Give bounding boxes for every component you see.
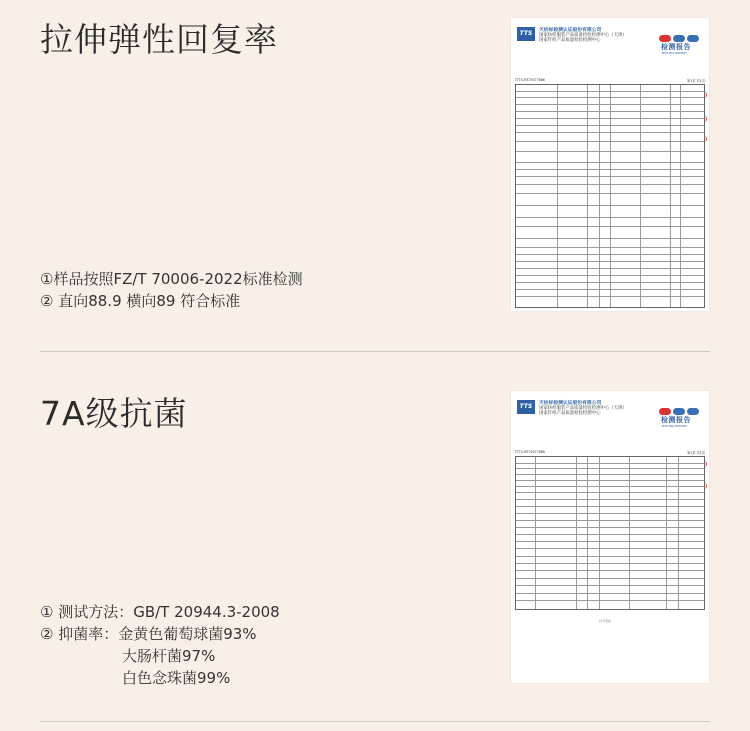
report-page: 第1页 共1页 bbox=[687, 79, 705, 83]
section-antibacterial bbox=[0, 352, 750, 731]
section-stretch-recovery bbox=[0, 0, 750, 352]
report-org-line: 国家纺织服装产品质量检验检测中心（天津） bbox=[539, 33, 627, 38]
report-number: TTTS-MT25077886 bbox=[515, 78, 545, 82]
test-report-image bbox=[511, 18, 709, 311]
section-title: 拉伸弹性回复率 bbox=[40, 20, 278, 59]
report-subtitle: TESTING REPORT bbox=[661, 51, 687, 55]
red-check-mark bbox=[703, 116, 707, 122]
desc-line: ② 直向88.9 横向89 符合标准 bbox=[40, 292, 241, 310]
test-report-image bbox=[511, 391, 709, 683]
tts-logo: TTS bbox=[517, 400, 535, 414]
report-subtitle: TESTING REPORT bbox=[661, 424, 687, 428]
red-check-mark bbox=[703, 136, 707, 142]
report-org-name: 天纺标检测认证股份有限公司 bbox=[539, 28, 602, 33]
desc-line: ① 测试方法：GB/T 20944.3-2008 bbox=[40, 603, 280, 621]
desc-line: 大肠杆菌97% bbox=[122, 647, 216, 665]
report-title: 检测报告 bbox=[661, 416, 691, 424]
report-footer-note: 以下空白 bbox=[599, 619, 612, 623]
certification-marks-icon bbox=[657, 400, 701, 408]
report-org-line: 国家纺织服装产品质量检验检测中心（天津） bbox=[539, 406, 627, 411]
desc-line: 白色念珠菌99% bbox=[122, 669, 231, 687]
desc-line: ①样品按照FZ/T 70006-2022标准检测 bbox=[40, 270, 303, 288]
section-description bbox=[40, 268, 303, 312]
tts-logo: TTS bbox=[517, 27, 535, 41]
desc-line: ② 抑菌率：金黄色葡萄球菌93% bbox=[40, 625, 257, 643]
report-title: 检测报告 bbox=[661, 43, 691, 51]
red-check-mark bbox=[703, 92, 707, 98]
report-table bbox=[515, 456, 705, 610]
section-description bbox=[40, 601, 280, 689]
report-page: 第1页 共1页 bbox=[687, 451, 705, 455]
section-title: 7A级抗菌 bbox=[40, 394, 188, 433]
report-org-line: 国家针织产品质量检验检测中心 bbox=[539, 411, 601, 416]
report-org-name: 天纺标检测认证股份有限公司 bbox=[539, 401, 602, 406]
section-divider bbox=[40, 721, 710, 722]
certification-marks-icon bbox=[657, 27, 701, 35]
report-org-line: 国家针织产品质量检验检测中心 bbox=[539, 38, 601, 43]
red-check-mark bbox=[703, 483, 707, 489]
report-table bbox=[515, 84, 705, 308]
red-check-mark bbox=[703, 461, 707, 467]
report-number: TTTS-MT25077886 bbox=[515, 450, 545, 454]
